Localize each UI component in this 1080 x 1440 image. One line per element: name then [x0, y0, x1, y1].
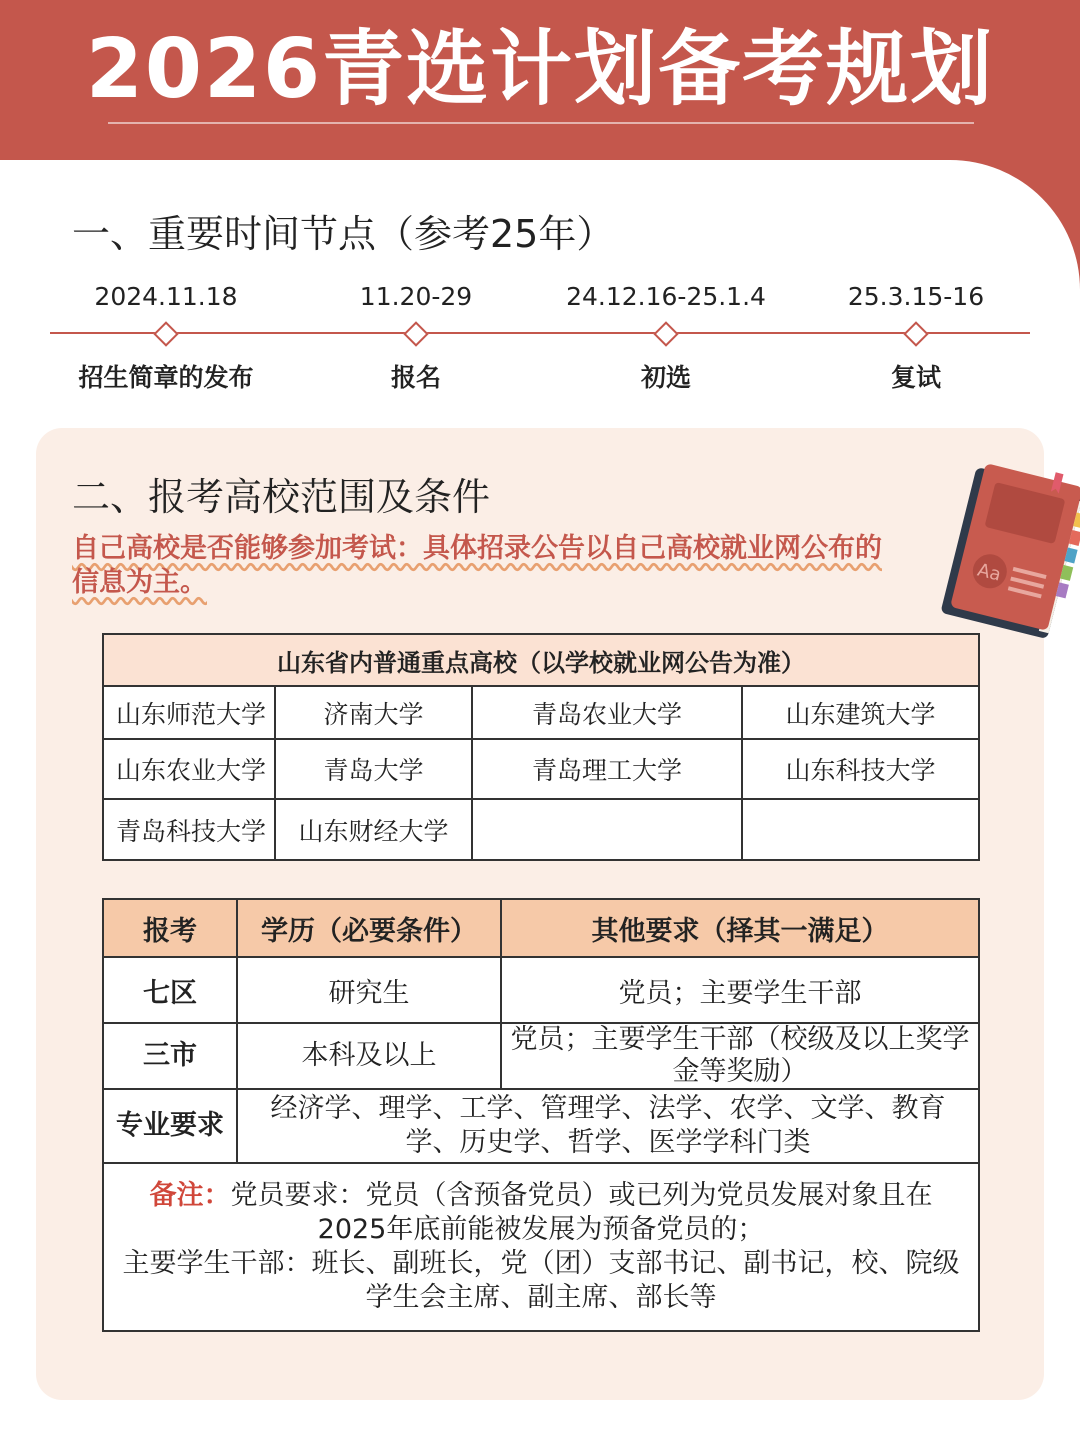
region-cell: 三市: [103, 1023, 237, 1089]
header-education: 学历（必要条件）: [237, 899, 501, 957]
timeline-label-3: 初选: [640, 363, 691, 392]
region-cell: 七区: [103, 957, 237, 1023]
other-requirement-cell: 党员；主要学生干部（校级及以上奖学金等奖励）: [501, 1023, 979, 1089]
section-timeline-title: 一、重要时间节点（参考25年）: [72, 212, 615, 256]
school-cell: 山东财经大学: [275, 799, 472, 860]
timeline-date-1: 2024.11.18: [94, 282, 238, 311]
header-other: 其他要求（择其一满足）: [501, 899, 979, 957]
table-row: [103, 799, 979, 860]
school-cell: [742, 799, 979, 860]
timeline-line: [50, 332, 1030, 334]
requirements-table: [102, 898, 980, 1332]
table-row: [103, 1023, 979, 1089]
timeline-label-4: 复试: [890, 363, 941, 392]
school-cell: 青岛科技大学: [103, 799, 275, 860]
page-title: 2026青选计划备考规划: [85, 22, 995, 117]
school-cell: 青岛理工大学: [472, 739, 742, 799]
table-row: [103, 1163, 979, 1331]
remark-label: 备注：: [149, 1180, 231, 1211]
school-cell: 山东师范大学: [103, 686, 275, 739]
education-cell: 研究生: [237, 957, 501, 1023]
table-row: [103, 957, 979, 1023]
table-row: [103, 686, 979, 739]
timeline-date-3: 24.12.16-25.1.4: [566, 282, 766, 311]
school-cell: 山东农业大学: [103, 739, 275, 799]
school-cell: 山东科技大学: [742, 739, 979, 799]
school-cell: 青岛农业大学: [472, 686, 742, 739]
education-cell: 本科及以上: [237, 1023, 501, 1089]
schools-table: [102, 633, 980, 861]
timeline-label-1: 招生简章的发布: [78, 363, 254, 392]
header-region: 报考: [103, 899, 237, 957]
schools-table-header: 山东省内普通重点高校（以学校就业网公告为准）: [103, 634, 979, 686]
timeline-date-4: 25.3.15-16: [847, 282, 985, 311]
remark-text-party: 党员要求：党员（含预备党员）或已列为党员发展对象且在2025年底前能被发展为预备党员的；: [230, 1180, 933, 1245]
timeline-date-2: 11.20-29: [359, 282, 473, 311]
school-cell: 山东建筑大学: [742, 686, 979, 739]
svg-text:Aa: Aa: [975, 559, 1004, 586]
table-row: [103, 739, 979, 799]
eligibility-note: 自己高校是否能够参加考试：具体招录公告以自己高校就业网公布的信息为主。: [72, 533, 882, 598]
school-cell: [472, 799, 742, 860]
table-row: [103, 1089, 979, 1163]
book-icon: [918, 455, 1080, 640]
school-cell: 青岛大学: [275, 739, 472, 799]
major-value: 经济学、理学、工学、管理学、法学、农学、文学、教育学、历史学、哲学、医学学科门类: [237, 1089, 979, 1163]
remark-text-cadre: 主要学生干部：班长、副班长，党（团）支部书记、副书记，校、院级学生会主席、副主席、部长等: [122, 1248, 960, 1313]
other-requirement-cell: 党员；主要学生干部: [501, 957, 979, 1023]
remark-cell: [103, 1163, 979, 1331]
major-label: 专业要求: [103, 1089, 237, 1163]
title-divider: [108, 122, 974, 124]
timeline-label-2: 报名: [390, 363, 441, 392]
school-cell: 济南大学: [275, 686, 472, 739]
section-conditions-title: 二、报考高校范围及条件: [72, 475, 491, 519]
